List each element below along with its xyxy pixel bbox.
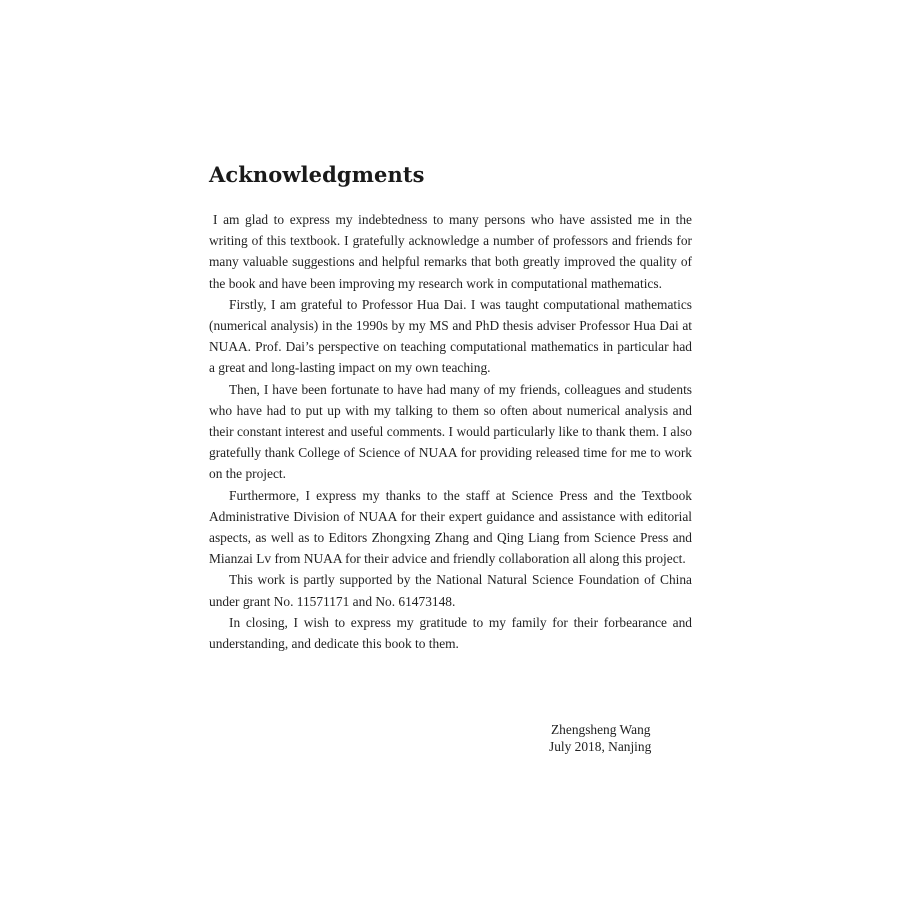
paragraph-professor: Firstly, I am grateful to Professor Hua Dai. I was taught computational mathematics (numerical analysis) in the 1990s by my MS and PhD thesis adviser Professor Hua Dai at NUAA. Prof. Dai’s perspective on teaching computational mathematics in particular had a great and long-lasting impact on my own teaching. (209, 296, 692, 376)
paragraph-funding: This work is partly supported by the National Natural Science Foundation of China under grant No. 11571171 and No. 61473148. (209, 572, 692, 609)
paragraph-press: Furthermore, I express my thanks to the staff at Science Press and the Textbook Administrative Division of NUAA for their expert guidance and assistance with editorial aspects, as well as to Editors Zhongxing Zhang and Qing Liang from Science Press and Mianzai Lv from NUAA for their advice and friendly collaboration all along this project. (209, 487, 692, 567)
date-place: July 2018, Nanjing (549, 739, 652, 754)
acknowledgments-body (209, 209, 692, 654)
paragraph-friends: Then, I have been fortunate to have had many of my friends, colleagues and students who have had to put up with my talking to them so often about numerical analysis and their constant interest and useful comments. I would particularly like to thank them. I also gratefully thank College of Science of NUAA for providing released time for me to work on the project. (209, 381, 692, 482)
author-name: Zhengsheng Wang (551, 722, 651, 737)
paragraph-family: In closing, I wish to express my gratitude to my family for their forbearance and understanding, and dedicate this book to them. (209, 614, 692, 652)
signature-block (549, 721, 651, 755)
paragraph-opening: I am glad to express my indebtedness to many persons who have assisted me in the writing of this textbook. I gratefully acknowledge a number of professors and friends for many valuable suggestions and helpful remarks that both greatly improved the quality of the book and have been improving my research work in computational mathematics. (209, 212, 692, 291)
page-title: Acknowledgments (209, 162, 425, 187)
